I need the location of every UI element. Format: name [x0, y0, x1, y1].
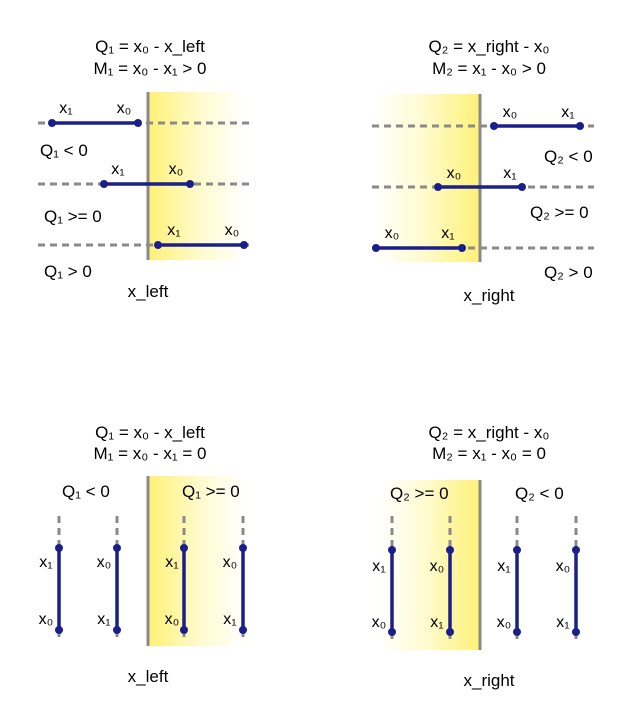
condition-label: Q₂ < 0: [544, 147, 593, 166]
endpoint: [113, 544, 121, 552]
endpoint-label: x₁: [111, 161, 125, 178]
endpoint: [513, 546, 521, 554]
endpoint: [100, 180, 108, 188]
endpoint: [572, 628, 580, 636]
condition-label: Q₁ >= 0: [182, 482, 240, 501]
endpoint: [458, 244, 466, 252]
endpoint: [446, 546, 454, 554]
endpoint: [513, 628, 521, 636]
endpoint: [518, 183, 526, 191]
endpoint: [55, 544, 63, 552]
panel-top-left: [38, 37, 250, 301]
endpoint: [113, 626, 121, 634]
endpoint-label: x₀: [371, 614, 387, 631]
panel-top-right: [372, 37, 594, 305]
condition-label: Q₂ > 0: [544, 263, 593, 282]
endpoint: [490, 122, 498, 130]
condition-label: Q₂ >= 0: [390, 484, 449, 503]
endpoint: [48, 119, 56, 127]
endpoint: [372, 244, 380, 252]
equation-q: Q₂ = x_right - x₀: [428, 37, 550, 56]
endpoint-label: x₁: [372, 558, 386, 575]
boundary-label: x_left: [127, 282, 169, 301]
equation-m: M₁ = x₀ - x₁ = 0: [93, 444, 207, 463]
endpoint: [239, 626, 247, 634]
endpoint-label: x₁: [441, 225, 455, 242]
endpoint-label: x₀: [168, 161, 184, 178]
endpoint-label: x₀: [429, 558, 445, 575]
endpoint: [55, 626, 63, 634]
endpoint-label: x₁: [497, 558, 511, 575]
endpoint-label: x₀: [96, 554, 112, 571]
boundary-label: x_right: [463, 286, 515, 305]
endpoint-label: x₁: [97, 611, 111, 628]
endpoint: [180, 626, 188, 634]
endpoint-label: x₀: [116, 100, 132, 117]
panel-bottom-left: [39, 423, 247, 686]
condition-label: Q₁ > 0: [44, 262, 92, 281]
endpoint: [239, 544, 247, 552]
endpoint-label: x₁: [503, 165, 517, 182]
condition-label: Q₁ < 0: [62, 482, 110, 501]
equation-q: Q₂ = x_right - x₀: [428, 423, 550, 442]
endpoint: [434, 183, 442, 191]
endpoint: [240, 241, 248, 249]
endpoint-label: x₁: [59, 100, 73, 117]
endpoint: [180, 544, 188, 552]
endpoint-label: x₁: [167, 222, 181, 239]
endpoint-label: x₀: [164, 611, 180, 628]
boundary-label: x_left: [127, 667, 169, 686]
endpoint-label: x₁: [556, 614, 570, 631]
endpoint-label: x₁: [223, 611, 237, 628]
condition-label: Q₂ >= 0: [530, 203, 589, 222]
condition-label: Q₂ < 0: [515, 484, 564, 503]
equation-m: M₂ = x₁ - x₀ = 0: [432, 444, 546, 463]
endpoint: [134, 119, 142, 127]
equation-q: Q₁ = x₀ - x_left: [95, 37, 205, 56]
endpoint-label: x₀: [496, 614, 512, 631]
endpoint-label: x₁: [430, 614, 444, 631]
endpoint: [446, 628, 454, 636]
equation-m: M₂ = x₁ - x₀ > 0: [432, 59, 546, 78]
endpoint-label: x₀: [502, 104, 518, 121]
endpoint-label: x₁: [561, 104, 575, 121]
endpoint-label: x₁: [165, 554, 179, 571]
endpoint-label: x₀: [38, 611, 54, 628]
endpoint-label: x₁: [39, 554, 53, 571]
panel-bottom-right: [372, 423, 580, 690]
equation-m: M₁ = x₀ - x₁ > 0: [93, 59, 207, 78]
endpoint: [388, 546, 396, 554]
endpoint: [572, 546, 580, 554]
endpoint-label: x₀: [384, 225, 400, 242]
endpoint: [186, 180, 194, 188]
endpoint-label: x₀: [222, 554, 238, 571]
endpoint-label: x₀: [446, 165, 462, 182]
endpoint: [388, 628, 396, 636]
endpoint: [154, 241, 162, 249]
endpoint: [576, 122, 584, 130]
condition-label: Q₁ < 0: [40, 141, 88, 160]
boundary-label: x_right: [463, 671, 515, 690]
equation-q: Q₁ = x₀ - x_left: [95, 423, 205, 442]
endpoint-label: x₀: [555, 558, 571, 575]
endpoint-label: x₀: [224, 222, 240, 239]
condition-label: Q₁ >= 0: [44, 207, 102, 226]
